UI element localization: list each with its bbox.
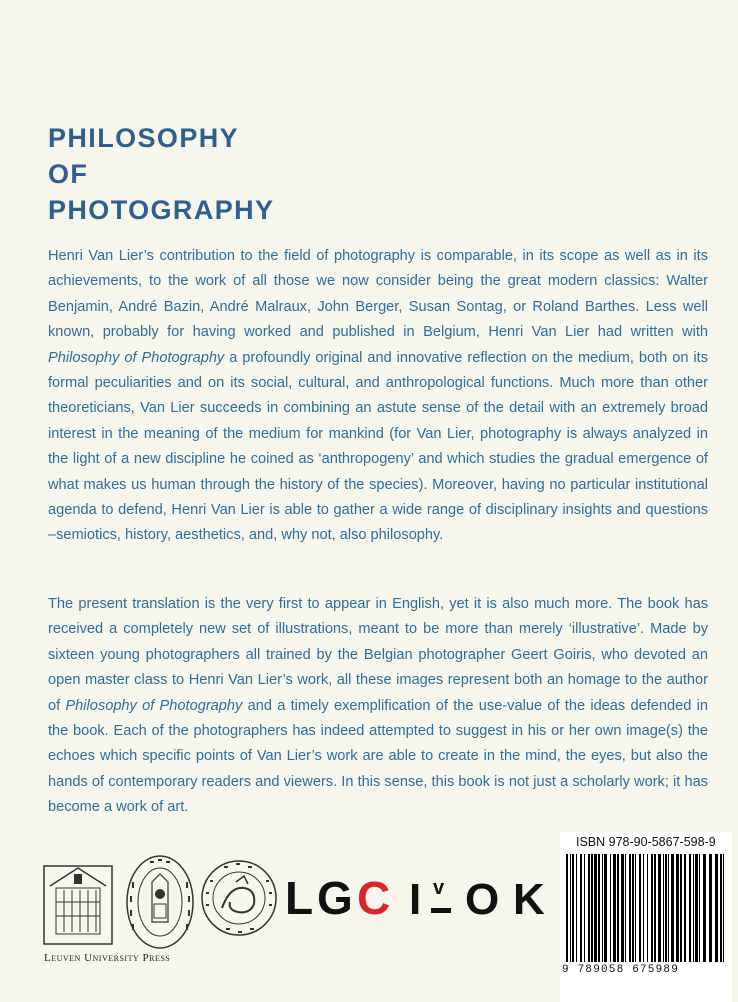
barcode-bar [632, 854, 634, 962]
barcode-bar [647, 854, 648, 962]
barcode-bar [676, 854, 679, 962]
title-line-1: PHILOSOPHY [48, 123, 240, 153]
barcode-bar [689, 854, 691, 962]
title-line-3: PHOTOGRAPHY [48, 195, 275, 225]
barcode-bar [693, 854, 694, 962]
barcode-bar [570, 854, 571, 962]
isbn-digits: 9 789058 675989 [562, 964, 680, 976]
barcode-bar [566, 854, 568, 962]
barcode-bar [668, 854, 669, 962]
ivok-letter-o: O [465, 875, 500, 920]
ivok-logo [405, 872, 555, 920]
university-seal-oval [124, 852, 196, 952]
barcode-bar [651, 854, 653, 962]
ivok-letter-k: K [513, 875, 545, 920]
isbn-label: ISBN 978-90-5867-598-9 [576, 835, 716, 849]
barcode-bar [610, 854, 611, 962]
barcode-bar [658, 854, 661, 962]
barcode-bar [635, 854, 636, 962]
isbn-barcode [560, 832, 732, 1002]
barcode-bar [671, 854, 674, 962]
book-title [48, 120, 274, 228]
lgc-letter-c: C [357, 872, 391, 920]
para2-text-a: The present translation is the very first to appear in English, yet it is also much more. The book has received a completely new set of illustrations, meant to be more than merely ‘illustrative’. Made by sixteen young photographers all trained by the Belgian photographer Geert Goiris, who devoted an open master class to Henri Van Lier’s work, all these images represent both an homage to the author of [48, 596, 708, 714]
university-seal-round [200, 858, 278, 938]
barcode-bar [591, 854, 593, 962]
ivok-letter-i: I [409, 875, 422, 920]
para2-text-b: and a timely exemplification of the use-value of the ideas defended in the book. Each of the photographers has indeed attempted to suggest in his or her own image(s) the echoes which specific points of Van Lier’s work are able to create in the mind, the eyes, but also the hands of contemporary readers and viewers. In this sense, this book is not just a scholarly work; it has become a work of art. [48, 697, 708, 816]
para2-book-title: Philosophy of Photography [65, 697, 243, 714]
barcode-bar [580, 854, 582, 962]
barcode-bar [629, 854, 631, 962]
barcode-bar [665, 854, 667, 962]
ivok-letter-v: v [433, 877, 445, 899]
barcode-bar [625, 854, 626, 962]
barcode-bar [572, 854, 574, 962]
barcode-bar [720, 854, 722, 962]
barcode-bar [684, 854, 686, 962]
para1-text-b: a profoundly original and innovative reflection on the medium, both on its formal peculiarities and on its social, cultural, and anthropological functions. Much more than other theoreticians, Van Lier succeeds in combining an astute sense of the detail with an extremely broad interest in the meaning of the medium for mankind (for Van Lier, photography is always analyzed in the light of a new discipline he coined as ‘anthropogeny’ and which studies the gradual emergence of what makes us human through the history of the species). Moreover, having no particular institutional agenda to defend, Henri Van Lier is able to gather a wide range of disciplinary insights and questions –semiotics, history, aesthetics, and, why not, also philosophy. [48, 349, 708, 544]
barcode-bar [598, 854, 600, 962]
barcode-bar [695, 854, 698, 962]
barcode-bar [715, 854, 718, 962]
barcode-bar [639, 854, 641, 962]
barcode-bar [723, 854, 724, 962]
publisher-caption: Leuven University Press [44, 952, 171, 964]
barcode-bar [576, 854, 577, 962]
barcode-bar [699, 854, 700, 962]
barcode-bar [621, 854, 624, 962]
barcode-bar [643, 854, 644, 962]
leuven-university-press-logo [42, 858, 114, 946]
title-line-2: OF [48, 159, 89, 189]
lgc-letter-l: L [285, 872, 314, 920]
para1-text-a: Henri Van Lier’s contribution to the field of photography is comparable, in its scope as well as in its achievements, to the work of all those we now consider being the great modern classics: Walter Benjamin, André Bazin, André Malraux, John Berger, Susan Sontag, or Roland Barthes. Less well known, probably for having worked and published in Belgium, Henri Van Lier had written with [48, 248, 708, 341]
barcode-bar [617, 854, 619, 962]
barcode-bar [588, 854, 590, 962]
blurb-paragraph-2 [48, 592, 708, 821]
barcode-bar [680, 854, 682, 962]
barcode-bar [602, 854, 603, 962]
barcode-bar [709, 854, 712, 962]
para1-book-title: Philosophy of Photography [48, 349, 225, 366]
barcode-bars [560, 854, 732, 964]
barcode-bar [654, 854, 656, 962]
barcode-bar [613, 854, 616, 962]
barcode-bar [584, 854, 585, 962]
lgc-letter-g: G [317, 872, 353, 920]
barcode-bar [604, 854, 607, 962]
blurb-paragraph-1 [48, 244, 708, 549]
barcode-bar [703, 854, 706, 962]
barcode-bar [663, 854, 664, 962]
lgc-logo [285, 872, 397, 920]
barcode-bar [594, 854, 597, 962]
